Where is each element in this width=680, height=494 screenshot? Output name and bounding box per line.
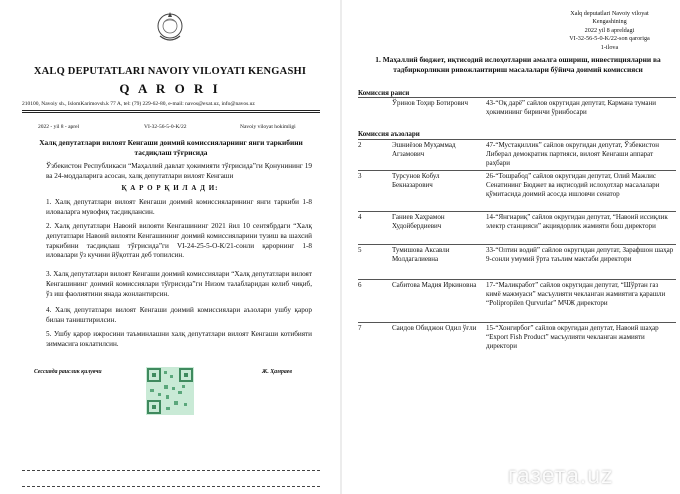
table-line [358, 170, 676, 171]
decision-number: VI-32-56-5-0-K/22 [144, 124, 187, 130]
table-line [358, 97, 676, 98]
annex-header-line: Xalq deputatlari Navoiy viloyat [570, 10, 649, 17]
footer-divider [22, 470, 320, 471]
decision-place: Navoiy viloyat hokimligi [240, 124, 296, 130]
annex-header [542, 10, 677, 52]
address-line: 210100, Navoiy sh., IslomKarimovsh.k 77 A, tel: (79) 229-62-80, e-mail: navos@exat.uz, info@navos.uz [22, 101, 255, 107]
table-line [358, 244, 676, 245]
member-description: 33-“Олтин водий” сайлов округидан депутат, Зарафшон шаҳар 9-сонли умумий ўрта таълим мактаби директори [486, 246, 674, 263]
footer-divider [22, 486, 320, 487]
member-name: Саидов Обиджон Одил ўғли [392, 324, 477, 332]
chair-section-label: Комиссия раиси [358, 89, 410, 97]
member-number: 7 [358, 324, 362, 332]
member-description: 43-“Оқ дарё” сайлов округидан депутат, Кармана тумани ҳокимининг биринчи ўринбосари [486, 99, 657, 116]
member-description: 14-“Янгиариқ” сайлов округидан депутат, “Навоий иссиқлик электр станцияси” акциядорлик жамияти бош директори [486, 213, 668, 230]
signer-name: Ж. Ҳамраев [262, 369, 292, 375]
decree-item: 5. Ушбу қарор ижросини таъминлашни халқ депутатлари вилоят Кенгаши котибияти зиммасига юклатилсин. [46, 330, 312, 348]
state-emblem-icon [155, 8, 185, 48]
member-number: 4 [358, 213, 362, 221]
member-name: Ўринов Тоҳир Ботирович [392, 99, 469, 107]
annex-header-line: Kengashining [592, 18, 627, 26]
annex-header-line: VI-32-56-5-0-K/22-son qaroriga [569, 35, 650, 43]
member-name: Ганиев Хаҳрамон Худойбердиевич [392, 213, 445, 230]
member-description: 26-“Тошрабод” сайлов округидан депутат, Олий Мажлис Сенатининг Бюджет ва иқтисодий ислоҳотлар масалалари қўмитасида доимий асосда ишловчи сенатор [486, 172, 660, 198]
divider [22, 110, 320, 111]
table-line [358, 211, 676, 212]
right-document-page [342, 0, 680, 494]
decree-item: 2. Халқ депутатлари Навоий вилояти Кенгашининг 2021 йил 10 сентябрдаги “Халқ депутатлари Навоий вилояти Кенгашининг доимий комиссияларини тузиш ва шахсий таркибини тасдиқлаш тўғрисида”ги VI-24-25-5-О-К/21-сонли қарорнинг 1-8 иловалари ўз кучини йўқотган деб топилсин. [46, 222, 312, 260]
table-line [358, 322, 676, 323]
council-title: XALQ DEPUTATLARI NAVOIY VILOYATI KENGASHI [33, 66, 307, 77]
decision-heading: Халқ депутатлари вилоят Кенгаши доимий комиссияларнинг янги таркибини тасдиқлаш тўғрисида [39, 138, 303, 157]
decision-title: Q A R O R I [119, 81, 221, 96]
decree-label: Қ А Р О Р Қ И Л А Д И: [121, 184, 219, 192]
signer-label: Сессияда раислик қилувчи [34, 369, 102, 375]
decree-item: 4. Халқ депутатлари вилоят Кенгаши доимий комиссиялари аъзолари ушбу қарор билан таништирилсин. [46, 306, 312, 324]
qr-code-icon [146, 367, 194, 415]
members-section-label: Комиссия аъзолари [358, 130, 420, 138]
table-line [358, 139, 676, 140]
divider [22, 112, 320, 113]
annex-header-line: 2022 yil 8 apreldagi [584, 26, 635, 34]
annex-header-line: 1-ilova [600, 43, 619, 51]
member-name: Сабитова Мадия Иркиновна [392, 281, 477, 289]
member-description: 17-“Маликработ” сайлов округидан депутат, “Шўртан газ кимё мажмуаси” масъулияти чекланган жамиятига қарашли “Polipropilen Qurvurlar” МЧЖ директори [486, 281, 666, 307]
member-number: 3 [358, 172, 362, 180]
member-name: Эшниёзов Муҳаммад Агзамович [392, 141, 456, 158]
table-line [358, 279, 676, 280]
preamble-paragraph: Ўзбекистон Республикаси “Маҳаллий давлат ҳокимияти тўғрисида”ги Қонунининг 19 ва 24-моддаларига асосан, халқ депутатлари вилоят Кенгаши [46, 162, 312, 180]
member-description: 15-“Хонгирбоғ” сайлов округидан депутат, Навоий шаҳар “Export Fish Product” масъулияти чекланган жамияти директори [486, 324, 659, 350]
decision-date: 2022 - yil 8 - aprel [38, 124, 80, 130]
member-name: Турсунов Кобул Бекназарович [392, 172, 440, 189]
decree-item: 1. Халқ депутатлари вилоят Кенгаши доимий комиссияларининг янги таркиби 1-8 иловаларга мувофиқ тасдиқлансин. [46, 198, 312, 216]
decree-item: 3. Халқ депутатлари вилоят Кенгаши доимий комиссиялари “Халқ депутатлари вилоят Кенгашининг доимий комиссиялари тўғрисида”ги Низом талабларидан келиб чиқиб, ўз иш фаолиятини янада жонлантирсин. [46, 270, 312, 298]
member-number: 2 [358, 141, 362, 149]
watermark-logo: газета.uz [508, 462, 614, 488]
member-name: Тумишова Аксавли Молдагалиевна [392, 246, 450, 263]
commission-title: 1. Маҳаллий бюджет, иқтисодий ислоҳотларни амалга ошириш, инвестицияларни ва тадбиркорликни ривожлантириш масалалари бўйича доимий комиссияси [375, 55, 661, 74]
member-number: 5 [358, 246, 362, 254]
member-number: 6 [358, 281, 362, 289]
member-description: 47-“Мустақиллик” сайлов округидан депутат, Ўзбекистон Либерал демократик партияси, вилоят Кенгаши аппарат раҳбари [486, 141, 659, 167]
